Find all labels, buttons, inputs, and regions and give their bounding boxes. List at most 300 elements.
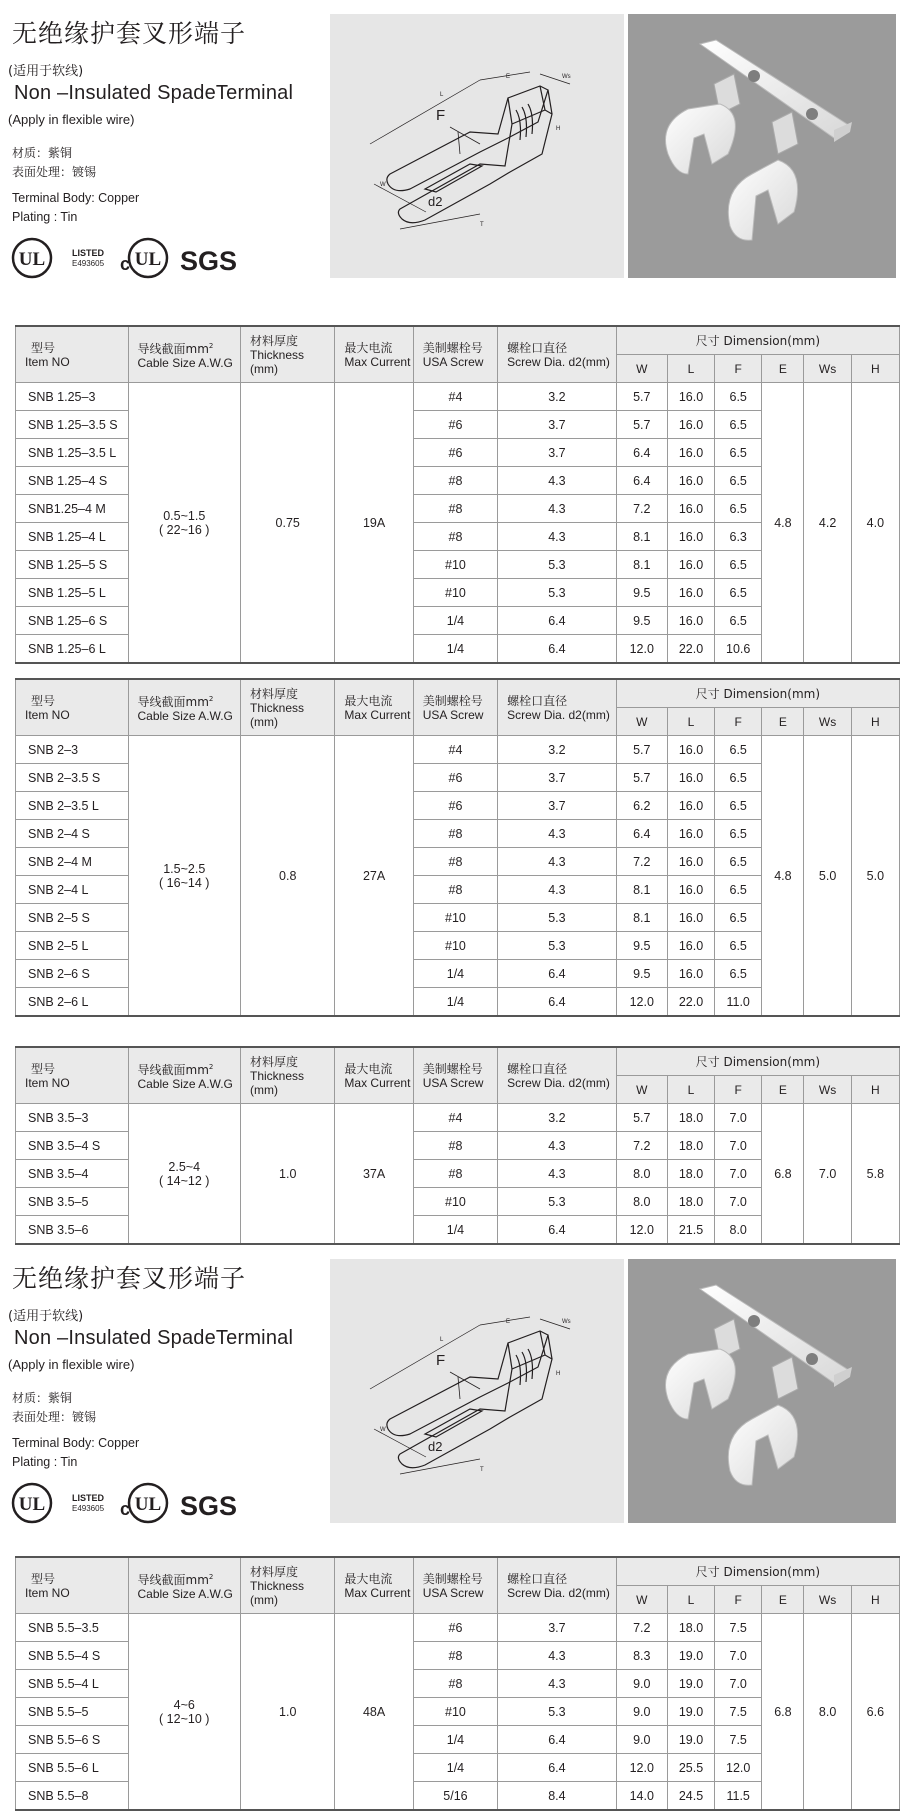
item-no: SNB 1.25–4 S <box>16 467 129 495</box>
col-current: 最大电流 Max Current <box>335 1047 413 1104</box>
col-dim-l: L <box>667 1076 714 1104</box>
item-no: SNB 5.5–6 S <box>16 1726 129 1754</box>
col-screw: 美制螺栓号 USA Screw <box>413 1047 497 1104</box>
usa-screw: #6 <box>413 764 497 792</box>
dim-l: 16.0 <box>667 523 714 551</box>
col-dim-w: W <box>616 1076 667 1104</box>
dim-l: 21.5 <box>667 1216 714 1245</box>
dim-f: 6.5 <box>715 551 762 579</box>
col-dim-f: F <box>715 1076 762 1104</box>
product-header <box>0 0 906 276</box>
dim-f: 11.0 <box>715 988 762 1017</box>
usa-screw: 1/4 <box>413 1726 497 1754</box>
dim-w: 9.0 <box>616 1698 667 1726</box>
dim-e: 4.8 <box>762 736 804 1017</box>
screw-dia: 5.3 <box>498 1188 617 1216</box>
col-dim-ws: Ws <box>804 708 851 736</box>
dim-l: 16.0 <box>667 932 714 960</box>
spec-table <box>15 325 900 664</box>
col-dimension: 尺寸 Dimension(mm) <box>616 1557 899 1586</box>
dim-f: 6.5 <box>715 495 762 523</box>
item-no: SNB 1.25–4 L <box>16 523 129 551</box>
dim-f: 6.3 <box>715 523 762 551</box>
dim-h: 5.8 <box>851 1104 899 1245</box>
dim-f: 10.6 <box>715 635 762 664</box>
dim-w: 6.4 <box>616 439 667 467</box>
col-item: 型号 Item NO <box>16 1047 129 1104</box>
cable-size: 0.5~1.5 ( 22~16 ) <box>128 383 241 664</box>
col-dim-l: L <box>667 1586 714 1614</box>
dim-l: 16.0 <box>667 736 714 764</box>
dim-w: 9.0 <box>616 1726 667 1754</box>
ul-logo <box>13 1484 51 1522</box>
dim-ws: 5.0 <box>804 736 851 1017</box>
svg-text:E493605: E493605 <box>72 259 105 268</box>
max-current: 27A <box>335 736 413 1017</box>
usa-screw: 1/4 <box>413 960 497 988</box>
cable-size: 4~6 ( 12~10 ) <box>128 1614 241 1811</box>
dim-f: 6.5 <box>715 876 762 904</box>
dim-w: 9.5 <box>616 579 667 607</box>
dim-l: 18.0 <box>667 1132 714 1160</box>
usa-screw: #8 <box>413 1642 497 1670</box>
dim-f: 6.5 <box>715 792 762 820</box>
screw-dia: 5.3 <box>498 1698 617 1726</box>
item-no: SNB 5.5–5 <box>16 1698 129 1726</box>
cul-logo <box>120 1484 167 1522</box>
dim-f: 6.5 <box>715 960 762 988</box>
screw-dia: 3.7 <box>498 764 617 792</box>
dim-f: 8.0 <box>715 1216 762 1245</box>
dim-f: 6.5 <box>715 764 762 792</box>
screw-dia: 4.3 <box>498 876 617 904</box>
svg-text:T: T <box>480 1467 484 1473</box>
item-no: SNB 5.5–6 L <box>16 1754 129 1782</box>
col-screw: 美制螺栓号 USA Screw <box>413 1557 497 1614</box>
dim-w: 14.0 <box>616 1782 667 1811</box>
dim-l: 16.0 <box>667 848 714 876</box>
item-no: SNB 2–5 S <box>16 904 129 932</box>
dim-w: 6.4 <box>616 467 667 495</box>
col-dimension: 尺寸 Dimension(mm) <box>616 679 899 708</box>
dim-w: 5.7 <box>616 383 667 411</box>
col-current: 最大电流 Max Current <box>335 679 413 736</box>
ul-logo <box>13 239 51 277</box>
svg-text:H: H <box>556 1371 561 1377</box>
thickness: 1.0 <box>241 1104 335 1245</box>
item-no: SNB 1.25–6 S <box>16 607 129 635</box>
svg-text:W: W <box>380 1427 386 1433</box>
dim-l: 22.0 <box>667 635 714 664</box>
dim-f: 6.5 <box>715 411 762 439</box>
dim-f: 6.5 <box>715 607 762 635</box>
screw-dia: 3.2 <box>498 1104 617 1132</box>
dim-h: 5.0 <box>851 736 899 1017</box>
col-dim-h: H <box>851 355 899 383</box>
dim-w: 6.2 <box>616 792 667 820</box>
dim-w: 8.1 <box>616 876 667 904</box>
screw-dia: 6.4 <box>498 988 617 1017</box>
dim-w: 9.5 <box>616 607 667 635</box>
dim-l: 16.0 <box>667 579 714 607</box>
dim-l: 18.0 <box>667 1104 714 1132</box>
table-row <box>16 1104 900 1132</box>
plating-en: Plating : Tin <box>12 210 78 224</box>
dim-w: 8.1 <box>616 904 667 932</box>
listed-label <box>72 1493 105 1513</box>
svg-text:c: c <box>120 1499 131 1519</box>
item-no: SNB 2–3 <box>16 736 129 764</box>
col-dim-ws: Ws <box>804 1076 851 1104</box>
screw-dia: 6.4 <box>498 960 617 988</box>
dim-w: 12.0 <box>616 1754 667 1782</box>
thickness: 1.0 <box>241 1614 335 1811</box>
dim-f: 6.5 <box>715 383 762 411</box>
product-header <box>0 1245 906 1521</box>
usa-screw: #8 <box>413 820 497 848</box>
spec-table <box>15 678 900 1017</box>
usa-screw: #8 <box>413 1670 497 1698</box>
col-dim-e: E <box>762 1586 804 1614</box>
listed-label <box>72 248 105 268</box>
sgs-logo: SGS <box>180 246 238 276</box>
item-no: SNB 2–4 M <box>16 848 129 876</box>
screw-dia: 3.2 <box>498 736 617 764</box>
dim-f: 6.5 <box>715 467 762 495</box>
dim-h: 4.0 <box>851 383 899 664</box>
item-no: SNB 2–6 L <box>16 988 129 1017</box>
item-no: SNB 2–5 L <box>16 932 129 960</box>
table-row <box>16 736 900 764</box>
table-row <box>16 1614 900 1642</box>
col-dim-w: W <box>616 1586 667 1614</box>
material-info-cn <box>12 1389 96 1427</box>
usa-screw: #6 <box>413 411 497 439</box>
max-current: 37A <box>335 1104 413 1245</box>
dim-h: 6.6 <box>851 1614 899 1811</box>
col-dimension: 尺寸 Dimension(mm) <box>616 1047 899 1076</box>
dim-w: 5.7 <box>616 411 667 439</box>
dim-f: 7.0 <box>715 1132 762 1160</box>
dim-f: 6.5 <box>715 579 762 607</box>
dim-f: 7.5 <box>715 1726 762 1754</box>
screw-dia: 5.3 <box>498 579 617 607</box>
col-diameter: 螺栓口直径 Screw Dia. d2(mm) <box>498 326 617 383</box>
dim-f: 6.5 <box>715 932 762 960</box>
item-no: SNB 3.5–6 <box>16 1216 129 1245</box>
svg-text:L: L <box>440 92 444 98</box>
usa-screw: #4 <box>413 736 497 764</box>
dim-f: 6.5 <box>715 736 762 764</box>
technical-drawing <box>330 1259 624 1523</box>
dim-f: 6.5 <box>715 904 762 932</box>
product-title-cn: 无绝缘护套叉形端子 <box>12 19 247 48</box>
product-apply-en: (Apply in flexible wire) <box>8 112 135 127</box>
dim-f: 11.5 <box>715 1782 762 1811</box>
dim-l: 16.0 <box>667 495 714 523</box>
svg-text:LISTED: LISTED <box>72 1493 105 1503</box>
col-dim-w: W <box>616 708 667 736</box>
product-photo <box>628 14 896 278</box>
item-no: SNB 5.5–4 L <box>16 1670 129 1698</box>
usa-screw: 1/4 <box>413 1754 497 1782</box>
screw-dia: 6.4 <box>498 635 617 664</box>
screw-dia: 5.3 <box>498 904 617 932</box>
dim-l: 18.0 <box>667 1614 714 1642</box>
usa-screw: #8 <box>413 523 497 551</box>
cul-logo <box>120 239 167 277</box>
usa-screw: #6 <box>413 792 497 820</box>
screw-dia: 6.4 <box>498 607 617 635</box>
screw-dia: 8.4 <box>498 1782 617 1811</box>
usa-screw: #10 <box>413 1188 497 1216</box>
col-dim-h: H <box>851 708 899 736</box>
screw-dia: 4.3 <box>498 1132 617 1160</box>
svg-text:F: F <box>436 1352 446 1369</box>
dim-l: 16.0 <box>667 960 714 988</box>
dim-f: 6.5 <box>715 820 762 848</box>
svg-text:Ws: Ws <box>562 1319 571 1325</box>
dim-w: 8.0 <box>616 1160 667 1188</box>
screw-dia: 4.3 <box>498 495 617 523</box>
dim-e: 4.8 <box>762 383 804 664</box>
dim-f: 7.5 <box>715 1614 762 1642</box>
col-dim-l: L <box>667 355 714 383</box>
dim-l: 16.0 <box>667 792 714 820</box>
dim-w: 7.2 <box>616 1132 667 1160</box>
dim-l: 16.0 <box>667 551 714 579</box>
col-dimension: 尺寸 Dimension(mm) <box>616 326 899 355</box>
svg-text:T: T <box>480 222 484 228</box>
dim-l: 19.0 <box>667 1698 714 1726</box>
dim-l: 19.0 <box>667 1670 714 1698</box>
screw-dia: 6.4 <box>498 1726 617 1754</box>
thickness: 0.8 <box>241 736 335 1017</box>
dim-f: 7.0 <box>715 1188 762 1216</box>
col-diameter: 螺栓口直径 Screw Dia. d2(mm) <box>498 679 617 736</box>
dim-f: 12.0 <box>715 1754 762 1782</box>
screw-dia: 5.3 <box>498 551 617 579</box>
item-no: SNB 3.5–4 <box>16 1160 129 1188</box>
spec-table <box>15 1046 900 1245</box>
svg-text:E: E <box>506 1319 511 1325</box>
screw-dia: 6.4 <box>498 1754 617 1782</box>
spec-table <box>15 1556 900 1811</box>
usa-screw: 1/4 <box>413 988 497 1017</box>
col-screw: 美制螺栓号 USA Screw <box>413 679 497 736</box>
item-no: SNB 3.5–5 <box>16 1188 129 1216</box>
usa-screw: #8 <box>413 876 497 904</box>
material-info-en <box>12 189 139 227</box>
dim-l: 16.0 <box>667 876 714 904</box>
dim-w: 5.7 <box>616 764 667 792</box>
dim-l: 16.0 <box>667 467 714 495</box>
svg-text:H: H <box>556 126 561 132</box>
material-info-cn <box>12 144 96 182</box>
body-en: Terminal Body: Copper <box>12 1436 140 1450</box>
item-no: SNB 2–3.5 L <box>16 792 129 820</box>
dim-l: 19.0 <box>667 1726 714 1754</box>
col-current: 最大电流 Max Current <box>335 1557 413 1614</box>
col-dim-l: L <box>667 708 714 736</box>
svg-text:LISTED: LISTED <box>72 248 105 258</box>
dim-w: 7.2 <box>616 1614 667 1642</box>
plating-cn: 表面处理：镀锡 <box>12 165 97 179</box>
col-dim-f: F <box>715 355 762 383</box>
product-title-en: Non –Insulated SpadeTerminal <box>14 1327 294 1349</box>
screw-dia: 4.3 <box>498 820 617 848</box>
dim-l: 16.0 <box>667 904 714 932</box>
dim-f: 7.0 <box>715 1642 762 1670</box>
col-thickness: 材料厚度 Thickness (mm) <box>241 679 335 736</box>
col-cable: 导线截面$mm^2$ Cable Size A.W.G <box>128 1557 241 1614</box>
col-dim-f: F <box>715 1586 762 1614</box>
col-dim-ws: Ws <box>804 355 851 383</box>
svg-text:L: L <box>440 1337 444 1343</box>
product-title-en: Non –Insulated SpadeTerminal <box>14 82 294 104</box>
screw-dia: 3.2 <box>498 383 617 411</box>
dim-f: 7.5 <box>715 1698 762 1726</box>
dim-l: 18.0 <box>667 1160 714 1188</box>
sgs-logo: SGS <box>180 1491 238 1521</box>
dim-w: 7.2 <box>616 495 667 523</box>
dim-w: 6.4 <box>616 820 667 848</box>
dim-l: 16.0 <box>667 411 714 439</box>
col-item: 型号 Item NO <box>16 1557 129 1614</box>
dim-l: 16.0 <box>667 607 714 635</box>
dim-w: 12.0 <box>616 1216 667 1245</box>
dim-w: 8.1 <box>616 523 667 551</box>
usa-screw: 5/16 <box>413 1782 497 1811</box>
item-no: SNB 1.25–3.5 S <box>16 411 129 439</box>
usa-screw: #10 <box>413 579 497 607</box>
svg-text:UL: UL <box>134 1494 162 1515</box>
dim-l: 24.5 <box>667 1782 714 1811</box>
col-dim-e: E <box>762 1076 804 1104</box>
certification-logos <box>10 236 250 280</box>
usa-screw: #8 <box>413 1160 497 1188</box>
cable-size: 2.5~4 ( 14~12 ) <box>128 1104 241 1245</box>
item-no: SNB 5.5–8 <box>16 1782 129 1811</box>
col-item: 型号 Item NO <box>16 326 129 383</box>
col-cable: 导线截面$mm^2$ Cable Size A.W.G <box>128 1047 241 1104</box>
usa-screw: #10 <box>413 932 497 960</box>
col-thickness: 材料厚度 Thickness (mm) <box>241 1047 335 1104</box>
col-cable: 导线截面$mm^2$ Cable Size A.W.G <box>128 326 241 383</box>
item-no: SNB 1.25–5 S <box>16 551 129 579</box>
usa-screw: #10 <box>413 904 497 932</box>
dim-w: 8.1 <box>616 551 667 579</box>
screw-dia: 4.3 <box>498 467 617 495</box>
item-no: SNB 1.25–3.5 L <box>16 439 129 467</box>
usa-screw: #10 <box>413 551 497 579</box>
product-photo <box>628 1259 896 1523</box>
dim-l: 16.0 <box>667 439 714 467</box>
usa-screw: #8 <box>413 467 497 495</box>
svg-text:W: W <box>380 182 386 188</box>
thickness: 0.75 <box>241 383 335 664</box>
col-dim-e: E <box>762 355 804 383</box>
screw-dia: 4.3 <box>498 1160 617 1188</box>
dim-ws: 4.2 <box>804 383 851 664</box>
item-no: SNB 2–6 S <box>16 960 129 988</box>
product-title-cn: 无绝缘护套叉形端子 <box>12 1264 247 1293</box>
col-thickness: 材料厚度 Thickness (mm) <box>241 1557 335 1614</box>
dim-w: 7.2 <box>616 848 667 876</box>
technical-drawing <box>330 14 624 278</box>
screw-dia: 6.4 <box>498 1216 617 1245</box>
usa-screw: #6 <box>413 1614 497 1642</box>
svg-text:F: F <box>436 107 446 124</box>
svg-text:E: E <box>506 74 511 80</box>
dim-w: 9.5 <box>616 932 667 960</box>
col-screw: 美制螺栓号 USA Screw <box>413 326 497 383</box>
item-no: SNB 2–3.5 S <box>16 764 129 792</box>
item-no: SNB 2–4 L <box>16 876 129 904</box>
item-no: SNB 5.5–3.5 <box>16 1614 129 1642</box>
usa-screw: #8 <box>413 848 497 876</box>
dim-w: 12.0 <box>616 988 667 1017</box>
svg-text:UL: UL <box>134 249 162 270</box>
usa-screw: #8 <box>413 1132 497 1160</box>
dim-w: 5.7 <box>616 736 667 764</box>
dim-e: 6.8 <box>762 1104 804 1245</box>
product-subtitle-cn: (适用于软线) <box>8 64 84 79</box>
material-cn: 材质：紫铜 <box>12 1391 73 1405</box>
usa-screw: #4 <box>413 383 497 411</box>
item-no: SNB 1.25–3 <box>16 383 129 411</box>
dim-ws: 7.0 <box>804 1104 851 1245</box>
svg-text:UL: UL <box>18 249 46 270</box>
screw-dia: 4.3 <box>498 1670 617 1698</box>
dim-w: 8.0 <box>616 1188 667 1216</box>
dim-f: 6.5 <box>715 848 762 876</box>
dim-w: 9.5 <box>616 960 667 988</box>
col-item: 型号 Item NO <box>16 679 129 736</box>
usa-screw: #4 <box>413 1104 497 1132</box>
plating-cn: 表面处理：镀锡 <box>12 1410 97 1424</box>
col-dim-h: H <box>851 1586 899 1614</box>
item-no: SNB 1.25–5 L <box>16 579 129 607</box>
dim-l: 22.0 <box>667 988 714 1017</box>
screw-dia: 3.7 <box>498 439 617 467</box>
dim-f: 7.0 <box>715 1104 762 1132</box>
product-subtitle-cn: (适用于软线) <box>8 1309 84 1324</box>
dim-l: 25.5 <box>667 1754 714 1782</box>
dim-l: 16.0 <box>667 764 714 792</box>
dim-l: 18.0 <box>667 1188 714 1216</box>
col-dim-w: W <box>616 355 667 383</box>
usa-screw: 1/4 <box>413 1216 497 1245</box>
item-no: SNB 3.5–4 S <box>16 1132 129 1160</box>
item-no: SNB 1.25–6 L <box>16 635 129 664</box>
col-dim-h: H <box>851 1076 899 1104</box>
screw-dia: 4.3 <box>498 848 617 876</box>
dim-w: 9.0 <box>616 1670 667 1698</box>
dim-e: 6.8 <box>762 1614 804 1811</box>
usa-screw: #10 <box>413 1698 497 1726</box>
body-en: Terminal Body: Copper <box>12 191 140 205</box>
dim-f: 7.0 <box>715 1670 762 1698</box>
item-no: SNB 3.5–3 <box>16 1104 129 1132</box>
screw-dia: 3.7 <box>498 792 617 820</box>
dim-l: 19.0 <box>667 1642 714 1670</box>
col-dim-ws: Ws <box>804 1586 851 1614</box>
product-apply-en: (Apply in flexible wire) <box>8 1357 135 1372</box>
dim-f: 6.5 <box>715 439 762 467</box>
item-no: SNB1.25–4 M <box>16 495 129 523</box>
col-dim-f: F <box>715 708 762 736</box>
